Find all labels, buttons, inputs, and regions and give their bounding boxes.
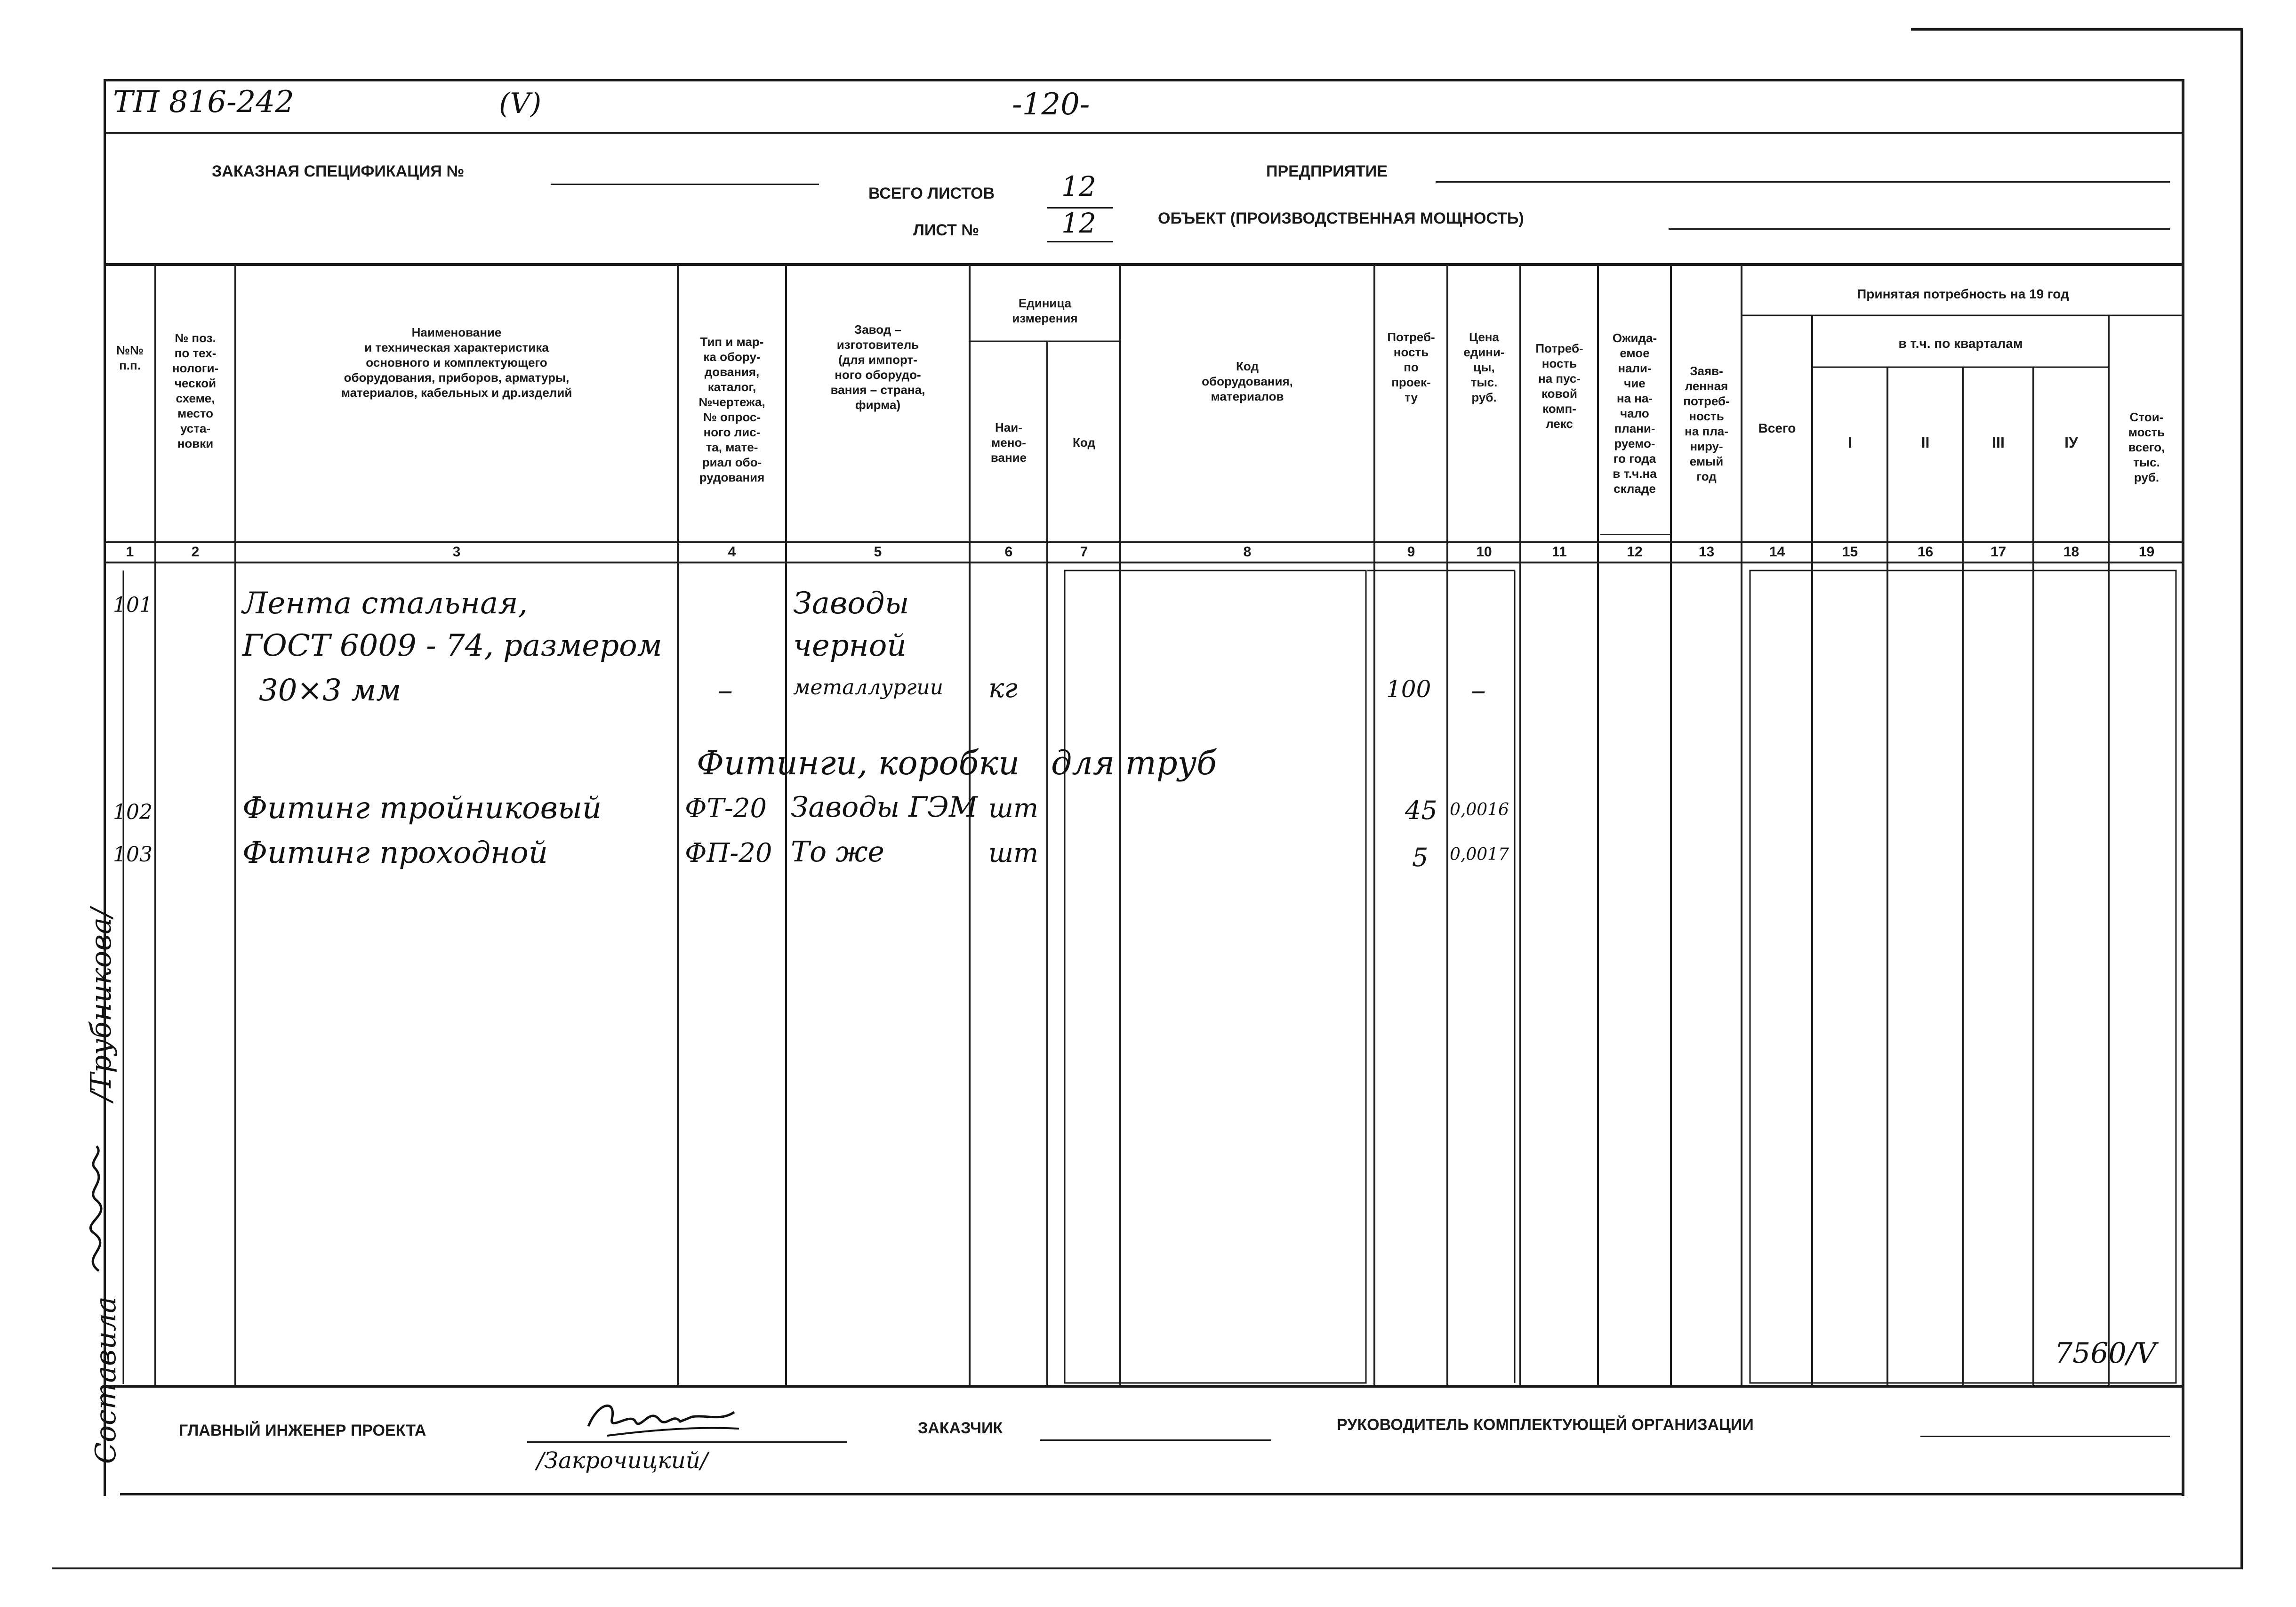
column-number-5: 5 [874,544,882,560]
sheet-label: ЛИСТ № [913,221,979,239]
column-number-17: 17 [1990,544,2007,560]
column-number-9: 9 [1407,544,1415,560]
customer-line [1040,1439,1271,1441]
header-col-12: Ожида- емое нали- чие на на- чало плани- руемо- го года в т.ч.на складе [1612,330,1657,496]
header-col-1: №№ п.п. [116,343,144,372]
header-col-15: I [1848,434,1852,451]
row-101-type: – [718,673,733,708]
column-number-3: 3 [452,544,461,560]
header-accepted-demand: Принятая потребность на 19 год [1857,287,2069,301]
supplier-head-label: РУКОВОДИТЕЛЬ КОМПЛЕКТУЮЩЕЙ ОРГАНИЗАЦИИ [1337,1416,1754,1434]
header-col-8: Код оборудования, материалов [1202,359,1293,403]
supplier-head-line [1920,1436,2170,1437]
row-103-name: Фитинг проходной [242,836,548,870]
spec-label: ЗАКАЗНАЯ СПЕЦИФИКАЦИЯ № [212,162,465,180]
row-102-maker: Заводы ГЭМ [791,791,978,824]
header-col-16: II [1921,434,1930,451]
header-col-17: III [1992,434,2005,451]
column-number-12: 12 [1627,544,1643,560]
column-number-6: 6 [1004,544,1013,560]
header-col-6: Наи- мено- вание [990,420,1027,465]
row-101-maker-line-3: металлургии [793,675,944,699]
row-103-maker: То же [791,836,884,868]
row-101-unit: кг [988,673,1018,704]
column-number-19: 19 [2138,544,2155,560]
column-number-18: 18 [2063,544,2079,560]
sheet-stamp: 7560/V [2055,1337,2157,1370]
column-number-1: 1 [126,544,134,560]
header-quarters: в т.ч. по кварталам [1898,336,2023,351]
chief-engineer-name: /Закрочицкий/ [537,1447,708,1474]
header-col-18: IУ [2064,434,2078,451]
row-102-unit: шт [988,793,1039,824]
header-col-5: Завод – изготовитель (для импорт- ного оборудо- вания – страна, фирма) [830,322,925,412]
compiled-by-name: /Трубникова/ [85,908,118,1101]
header-col-19: Стои- мость всего, тыс. руб. [2128,410,2165,484]
row-101-name-line-1: Лента стальная, [242,586,528,621]
row-102-name: Фитинг тройниковый [242,791,602,826]
column-number-15: 15 [1842,544,1858,560]
page-number: -120- [1012,87,1090,122]
header-col-6-7: Единица измерения [1012,296,1078,325]
row-103-type: ФП-20 [685,838,772,868]
row-103-qty: 5 [1412,843,1429,872]
header-col-11: Потреб- ность на пус- ковой комп- лекс [1535,341,1583,431]
column-number-10: 10 [1476,544,1492,560]
column-number-11: 11 [1552,544,1567,560]
row-102-price: 0,0016 [1450,800,1509,820]
object-label: ОБЪЕКТ (ПРОИЗВОДСТВЕННАЯ МОЩНОСТЬ) [1158,209,1524,227]
row-101-name-line-2: ГОСТ 6009 - 74, размером [242,628,662,663]
row-101-qty: 100 [1386,675,1431,703]
row-103-unit: шт [988,838,1039,868]
total-sheets-label: ВСЕГО ЛИСТОВ [868,185,995,202]
row-101-maker-line-1: Заводы [793,586,909,621]
row-102-qty: 45 [1405,795,1437,825]
row-102-no: 102 [113,800,153,824]
row-101-maker-line-2: черной [793,628,907,663]
header-col-3: Наименование и техническая характеристика основного и комплектующего оборудования, приборов, арматуры, материалов, кабельных и др.изделий [341,325,572,400]
chief-engineer-signature [579,1393,748,1450]
column-number-14: 14 [1769,544,1785,560]
enterprise-label: ПРЕДПРИЯТИЕ [1266,162,1388,180]
chief-engineer-label: ГЛАВНЫЙ ИНЖЕНЕР ПРОЕКТА [179,1422,426,1439]
header-col-7: Код [1073,435,1095,450]
column-number-16: 16 [1917,544,1934,560]
total-sheets-value: 12 [1061,170,1096,202]
compiled-by-label: Составила [89,1296,122,1464]
row-101-price: – [1471,673,1486,708]
header-col-2: № поз. по тех- нологи- ческой схеме, место уста- новки [172,331,219,450]
document-code: ТП 816-242 [113,85,294,120]
row-101-no: 101 [113,593,153,617]
sheet-value: 12 [1061,207,1096,239]
row-101-name-line-3: 30×3 мм [259,673,401,708]
column-number-8: 8 [1243,544,1252,560]
customer-label: ЗАКАЗЧИК [918,1419,1003,1437]
row-103-no: 103 [113,843,153,867]
column-number-13: 13 [1698,544,1715,560]
header-col-10: Цена едини- цы, тыс. руб. [1463,330,1505,404]
row-103-price: 0,0017 [1450,845,1509,864]
document-volume: (V) [499,87,542,120]
header-col-4: Тип и мар- ка обору- дования, каталог, №чертежа, № опрос- ного лис- та, мате- риал обо- рудования [698,335,765,484]
column-number-4: 4 [728,544,736,560]
header-col-14: Всего [1758,421,1796,435]
header-col-13: Заяв- ленная потреб- ность на пла- ниру- емый год [1683,364,1730,483]
compiler-signature [71,1139,122,1280]
section-heading: Фитинги, коробки для труб [697,744,1217,782]
header-col-9: Потреб- ность по проек- ту [1387,330,1435,404]
column-number-2: 2 [191,544,200,560]
row-102-type: ФТ-20 [685,793,767,824]
column-number-7: 7 [1080,544,1088,560]
